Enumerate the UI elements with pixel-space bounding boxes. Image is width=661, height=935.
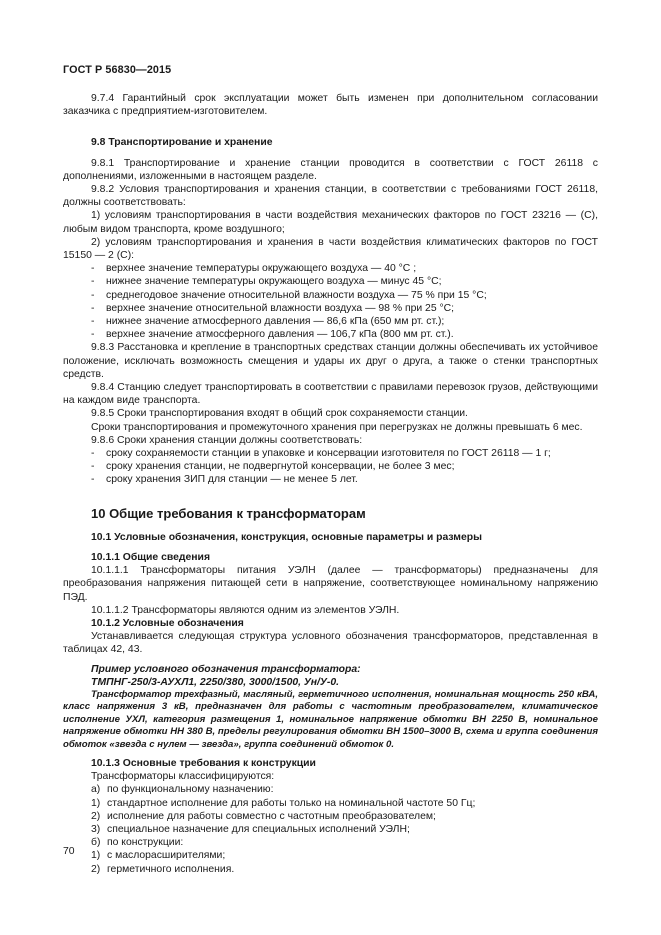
heading-10: 10 Общие требования к трансформаторам bbox=[91, 505, 366, 521]
paragraph-9-8-5: 9.8.5 Сроки транспортирования входят в общий срок сохраняемости станции. bbox=[91, 408, 468, 420]
list-item: - нижнее значение температуры окружающего воздуха — минус 45 °С; bbox=[91, 276, 442, 288]
list-item: 3) специальное назначение для специальных исполнений УЭЛН; bbox=[91, 823, 410, 835]
list-item: - верхнее значение относительной влажности воздуха — 98 % при 25 °С; bbox=[91, 302, 455, 314]
heading-10-1-3: 10.1.3 Основные требования к конструкции bbox=[91, 757, 316, 769]
list-item: - сроку хранения ЗИП для станции — не менее 5 лет. bbox=[91, 474, 358, 486]
list-item: - нижнее значение атмосферного давления — 86,6 кПа (650 мм рт. ст.); bbox=[91, 316, 445, 328]
heading-10-1: 10.1 Условные обозначения, конструкция, основные параметры и размеры bbox=[91, 531, 482, 543]
paragraph-9-7-4: 9.7.4 Гарантийный срок эксплуатации может быть изменен при дополнительном согласовании заказчика с предприятием-изготовителем. bbox=[63, 93, 598, 118]
page-number: 70 bbox=[63, 846, 75, 857]
heading-9-8: 9.8 Транспортирование и хранение bbox=[91, 137, 273, 149]
example-designation: ТМПНГ-250/3-АУХЛ1, 2250/380, 3000/1500, Ун/У-0. bbox=[91, 676, 340, 688]
list-item: 2) исполнение для работы совместно с частотным преобразователем; bbox=[91, 810, 436, 822]
list-item: б) по конструкции: bbox=[91, 837, 184, 849]
paragraph-10-1-3: Трансформаторы классифицируются: bbox=[91, 771, 275, 783]
example-title: Пример условного обозначения трансформатора: bbox=[91, 663, 361, 675]
list-item: - верхнее значение атмосферного давления — 106,7 кПа (800 мм рт. ст.). bbox=[91, 329, 454, 341]
paragraph-10-1-1-1: 10.1.1.1 Трансформаторы питания УЭЛН (далее — трансформаторы) предназначены для преобразования напряжения питающей сети в напряжение, соответствующее номинальному напряжению ПЭД. bbox=[63, 565, 598, 603]
document-body bbox=[63, 92, 598, 876]
paragraph-9-8-5-b: Сроки транспортирования и промежуточного хранения при перегрузках не должны превышать 6 мес. bbox=[91, 421, 583, 433]
document-header: ГОСТ Р 56830—2015 bbox=[63, 64, 172, 76]
list-item: а) по функциональному назначению: bbox=[91, 784, 274, 796]
paragraph-9-8-1: 9.8.1 Транспортирование и хранение станции проводится в соответствии с ГОСТ 26118 с дополнениями, изложенными в настоящем разделе. bbox=[63, 157, 598, 182]
paragraph-9-8-6: 9.8.6 Сроки хранения станции должны соответствовать: bbox=[91, 434, 363, 446]
paragraph-9-8-2-item-1: 1) условиям транспортирования в части воздействия механических факторов по ГОСТ 23216 — (С), любым видом транспорта, кроме воздушного; bbox=[63, 210, 598, 235]
list-item: 2) герметичного исполнения. bbox=[91, 863, 235, 875]
paragraph-9-8-2: 9.8.2 Условия транспортирования и хранения станции, в соответствии с требованиями ГОСТ 26118, должны соответствовать: bbox=[63, 184, 598, 209]
list-item: 1) стандартное исполнение для работы только на номинальной частоте 50 Гц; bbox=[91, 797, 476, 809]
paragraph-9-8-4: 9.8.4 Станцию следует транспортировать в соответствии с правилами перевозок грузов, действующими на каждом виде транспорта. bbox=[63, 382, 598, 407]
list-item: - сроку сохраняемости станции в упаковке и консервации изготовителя по ГОСТ 26118 — 1 г; bbox=[91, 448, 551, 460]
list-item: - верхнее значение температуры окружающего воздуха — 40 °С ; bbox=[91, 263, 417, 275]
list-item: - среднегодовое значение относительной влажности воздуха — 75 % при 15 °С; bbox=[91, 289, 487, 301]
paragraph-9-8-3: 9.8.3 Расстановка и крепление в транспортных средствах станции должны обеспечивать их устойчивое положение, исключать возможность смещения и удары их друг о друга, а также о стенки транспортных средств. bbox=[63, 342, 598, 380]
paragraph-10-1-1-2: 10.1.1.2 Трансформаторы являются одним из элементов УЭЛН. bbox=[91, 604, 400, 616]
example-description: Трансформатор трехфазный, масляный, герметичного исполнения, номинальная мощность 250 кВА, класс напряжения 3 кВ, предназначен для работы с частотным преобразователем, климатическое исполнение УХЛ, категория размещения 1, номинальное напряжение обмотки ВН 2250 В, номинальное напряжение обмотки НН 380 В, пределы регулирования обмотки ВН 1500–3000 В, схема и группа соединения обмоток «звезда с нулем — звезда», группа соединений обмоток 0. bbox=[63, 688, 598, 750]
list-item: 1) с маслорасширителями; bbox=[91, 850, 226, 862]
heading-10-1-2: 10.1.2 Условные обозначения bbox=[91, 617, 244, 629]
heading-10-1-1: 10.1.1 Общие сведения bbox=[91, 551, 211, 563]
list-item: - сроку хранения станции, не подвергнутой консервации, не более 3 мес; bbox=[91, 461, 455, 473]
paragraph-10-1-2: Устанавливается следующая структура условного обозначения трансформаторов, представленная в таблицах 42, 43. bbox=[63, 631, 598, 656]
paragraph-9-8-2-item-2: 2) условиям транспортирования и хранения в части воздействия климатических факторов по ГОСТ 15150 — 2 (С): bbox=[63, 236, 598, 262]
